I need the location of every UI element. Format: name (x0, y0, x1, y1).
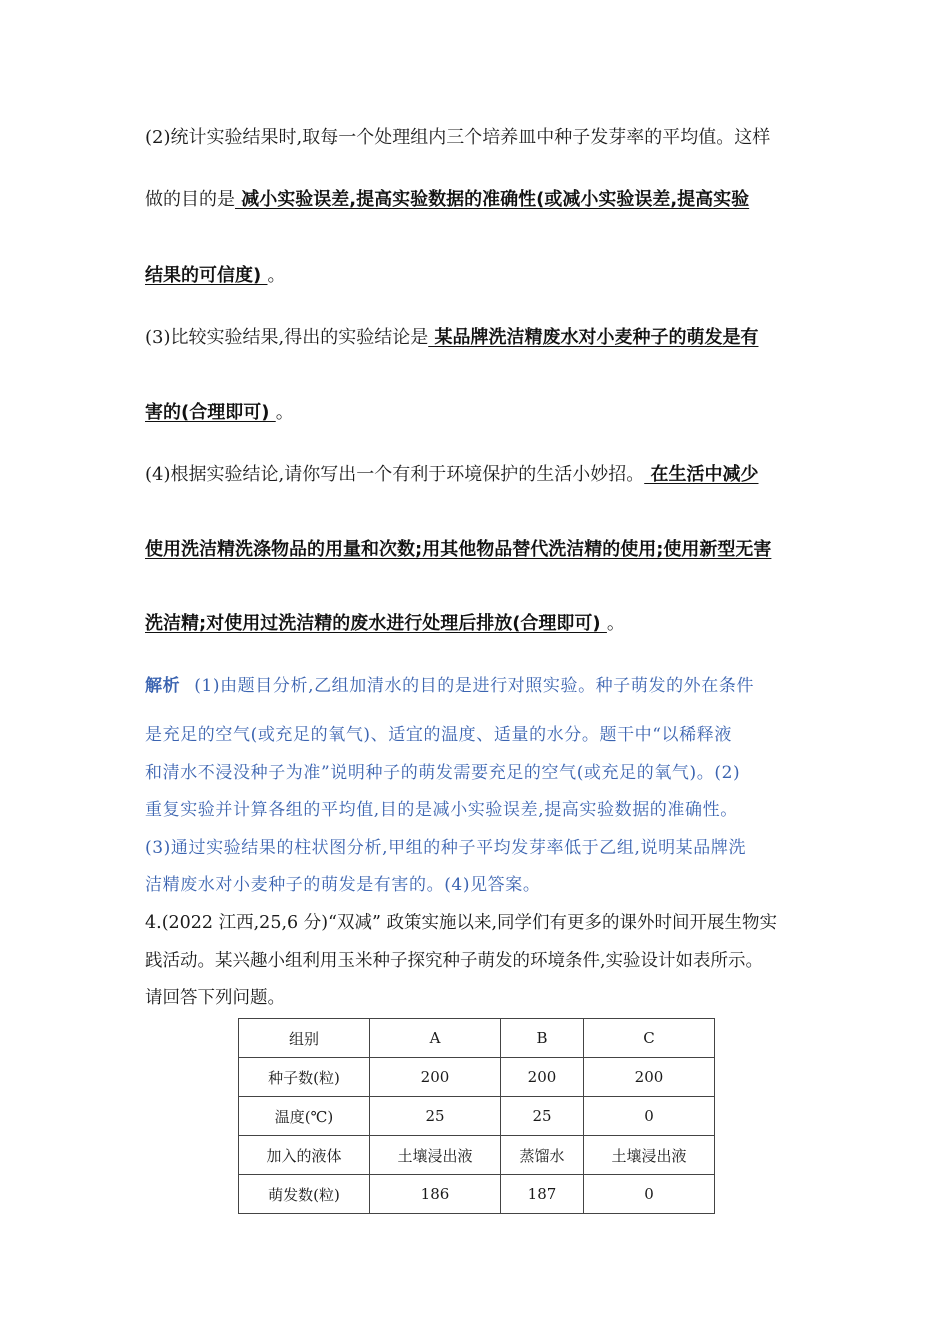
q4-prefix: (4)根据实验结论,请你写出一个有利于环境保护的生活小妙招。 (145, 464, 645, 485)
q3-prefix: (3)比较实验结果,得出的实验结论是 (145, 327, 429, 348)
analysis-text-5: 洁精废水对小麦种子的萌发是有害的。(4)见答案。 (145, 875, 541, 895)
q4-answer-part1: 在生活中减少 (644, 464, 759, 485)
table-cell: 200 (501, 1058, 584, 1097)
table-cell: A (370, 1019, 501, 1058)
q4-line3 (145, 612, 625, 636)
table-cell: C (584, 1019, 715, 1058)
q4-stem-line1: 4.(2022 江西,25,6 分)“双减” 政策实施以来,同学们有更多的课外时间开展生物实 (145, 913, 778, 933)
table-cell: 200 (584, 1058, 715, 1097)
table-cell: 蒸馏水 (501, 1136, 584, 1175)
table-cell: 25 (501, 1097, 584, 1136)
experiment-table (238, 1018, 715, 1214)
table-cell: 0 (584, 1097, 715, 1136)
analysis-line1 (145, 674, 754, 698)
q3-answer-part1: 某品牌洗洁精废水对小麦种子的萌发是有 (428, 327, 759, 348)
q2-end: 。 (267, 265, 286, 286)
table-row (239, 1019, 715, 1058)
q2-answer-part2: 结果的可信度) (145, 265, 268, 286)
q2-prefix: 做的目的是 (145, 189, 235, 210)
analysis-text-3: 重复实验并计算各组的平均值,目的是减小实验误差,提高实验数据的准确性。 (145, 800, 738, 820)
q3-answer-part2: 害的(合理即可) (145, 402, 276, 423)
table-row (239, 1058, 715, 1097)
analysis-text-4: (3)通过实验结果的柱状图分析,甲组的种子平均发芽率低于乙组,说明某品牌洗 (145, 838, 747, 858)
q2-line3 (145, 264, 286, 288)
table-cell: 组别 (239, 1019, 370, 1058)
table-row (239, 1175, 715, 1214)
table-cell: 土壤浸出液 (370, 1136, 501, 1175)
q2-line2 (145, 188, 749, 212)
q4-end: 。 (606, 613, 625, 634)
q4-answer-part3: 洗洁精;对使用过洗洁精的废水进行处理后排放(合理即可) (145, 613, 607, 634)
q4-line2 (145, 538, 771, 562)
q4-answer-part2: 使用洗洁精洗涤物品的用量和次数;用其他物品替代洗洁精的使用;使用新型无害 (145, 539, 772, 560)
table-cell: 土壤浸出液 (584, 1136, 715, 1175)
analysis-text-2: 和清水不浸没种子为准”说明种子的萌发需要充足的空气(或充足的氧气)。(2) (145, 763, 741, 783)
q4-stem-line2: 践活动。某兴趣小组利用玉米种子探究种子萌发的环境条件,实验设计如表所示。 (145, 951, 764, 971)
table-cell: 种子数(粒) (239, 1058, 370, 1097)
table-row (239, 1136, 715, 1175)
q3-line1 (145, 326, 758, 350)
table-row (239, 1097, 715, 1136)
table-cell: 200 (370, 1058, 501, 1097)
table-cell: 萌发数(粒) (239, 1175, 370, 1214)
table-cell: 0 (584, 1175, 715, 1214)
analysis-label: 解析 (145, 676, 181, 696)
analysis-text-1: 是充足的空气(或充足的氧气)、适宜的温度、适量的水分。题干中“以稀释液 (145, 725, 732, 745)
table-cell: 186 (370, 1175, 501, 1214)
table-cell: B (501, 1019, 584, 1058)
q3-end: 。 (275, 402, 294, 423)
table-cell: 25 (370, 1097, 501, 1136)
table-cell: 187 (501, 1175, 584, 1214)
table-cell: 温度(℃) (239, 1097, 370, 1136)
q3-line2 (145, 401, 294, 425)
table-cell: 加入的液体 (239, 1136, 370, 1175)
q2-line1: (2)统计实验结果时,取每一个处理组内三个培养皿中种子发芽率的平均值。这样 (145, 127, 771, 148)
q4-line1 (145, 463, 759, 487)
analysis-text-0: (1)由题目分析,乙组加清水的目的是进行对照实验。种子萌发的外在条件 (194, 676, 755, 696)
q4-stem-line3: 请回答下列问题。 (145, 988, 285, 1008)
q2-answer-part1: 减小实验误差,提高实验数据的准确性(或减小实验误差,提高实验 (235, 189, 750, 210)
